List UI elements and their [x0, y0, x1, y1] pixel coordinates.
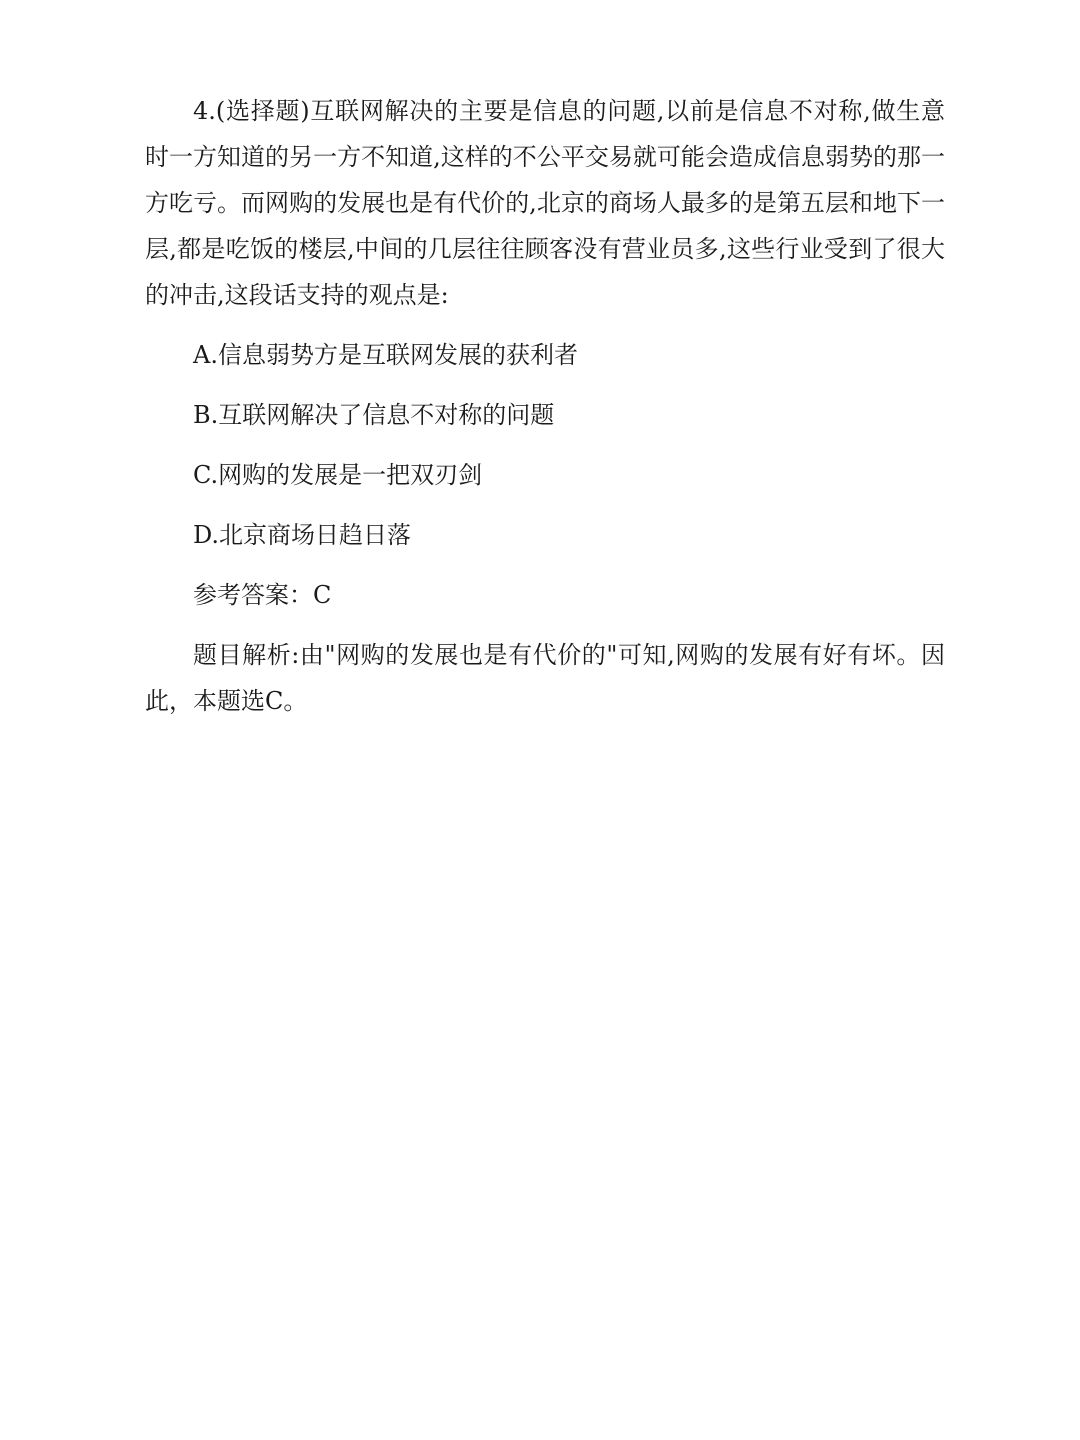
option-c: C.网购的发展是一把双刃剑 [193, 461, 483, 489]
options-list [145, 332, 945, 558]
option-a: A.信息弱势方是互联网发展的获利者 [193, 341, 578, 369]
option-b: B.互联网解决了信息不对称的问题 [193, 401, 555, 429]
document-page [145, 88, 945, 724]
option-d: D.北京商场日趋日落 [193, 521, 412, 549]
explanation: 题目解析:由"网购的发展也是有代价的"可知,网购的发展有好有坏。因此，本题选C。 [145, 641, 945, 715]
question-stem: 4.(选择题)互联网解决的主要是信息的问题,以前是信息不对称,做生意时一方知道的另一方不知道,这样的不公平交易就可能会造成信息弱势的那一方吃亏。而网购的发展也是有代价的,北京的商场人最多的是第五层和地下一层,都是吃饭的楼层,中间的几层往往顾客没有营业员多,这些行业受到了很大的冲击,这段话支持的观点是: [145, 97, 945, 309]
reference-answer: 参考答案：C [193, 581, 332, 609]
